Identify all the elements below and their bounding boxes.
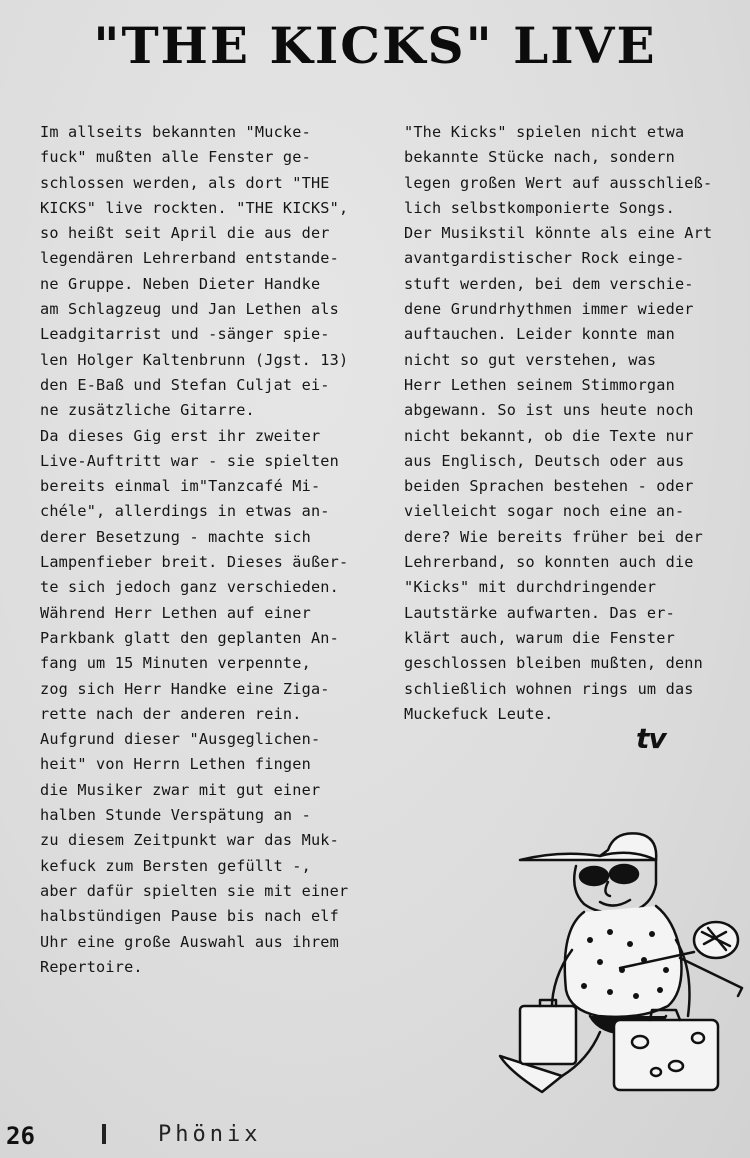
article-line: abgewann. So ist uns heute noch — [404, 401, 694, 420]
article-line: geschlossen bleiben mußten, denn — [404, 654, 703, 673]
page-number: 26 — [6, 1122, 35, 1150]
magazine-name: Phönix — [158, 1122, 262, 1147]
article-line: bekannte Stücke nach, sondern — [404, 148, 675, 167]
article-line: bereits einmal im"Tanzcafé Mi- — [40, 477, 321, 496]
author-signature: tv — [636, 722, 666, 755]
article-line: so heißt seit April die aus der — [40, 224, 330, 243]
article-line: te sich jedoch ganz verschieden. — [40, 578, 339, 597]
article-line: rette nach der anderen rein. — [40, 704, 302, 723]
article-line: zu diesem Zeitpunkt war das Muk- — [40, 831, 339, 850]
article-line: stuft werden, bei dem verschie- — [404, 274, 694, 293]
traveler-cartoon-icon — [480, 820, 750, 1100]
article-line: vielleicht sogar noch eine an- — [404, 502, 685, 521]
article-line: fang um 15 Minuten verpennte, — [40, 654, 311, 673]
article-line: aus Englisch, Deutsch oder aus — [404, 451, 685, 470]
article-line: Muckefuck Leute. — [404, 704, 554, 723]
article-line: heit" von Herrn Lethen fingen — [40, 755, 311, 774]
article-line: KICKS" live rockten. "THE KICKS", — [40, 198, 349, 217]
article-line: lich selbstkomponierte Songs. — [404, 198, 675, 217]
article-line: halben Stunde Verspätung an - — [40, 806, 311, 825]
article-line: dere? Wie bereits früher bei der — [404, 527, 703, 546]
article-line: klärt auch, warum die Fenster — [404, 628, 675, 647]
article-line: aber dafür spielten sie mit einer — [40, 881, 349, 900]
right-column — [404, 120, 749, 727]
article-line: avantgardistischer Rock einge- — [404, 249, 685, 268]
article-line: "Kicks" mit durchdringender — [404, 578, 657, 597]
article-line: derer Besetzung - machte sich — [40, 527, 311, 546]
footer-divider — [102, 1124, 106, 1144]
article-line: nicht bekannt, ob die Texte nur — [404, 426, 694, 445]
article-line: Herr Lethen seinem Stimmorgan — [404, 375, 675, 394]
article-line: auftauchen. Leider konnte man — [404, 325, 675, 344]
article-line: schließlich wohnen rings um das — [404, 679, 694, 698]
article-line: ne zusätzliche Gitarre. — [40, 401, 255, 420]
article-line: Während Herr Lethen auf einer — [40, 603, 311, 622]
article-line: Lampenfieber breit. Dieses äußer- — [40, 553, 349, 572]
article-line: nicht so gut verstehen, was — [404, 350, 657, 369]
article-line: "The Kicks" spielen nicht etwa — [404, 123, 685, 141]
article-line: Parkbank glatt den geplanten An- — [40, 628, 339, 647]
article-line: Live-Auftritt war - sie spielten — [40, 451, 339, 470]
article-line: halbstündigen Pause bis nach elf — [40, 907, 339, 926]
article-line: kefuck zum Bersten gefüllt -, — [40, 856, 311, 875]
article-line: len Holger Kaltenbrunn (Jgst. 13) — [40, 350, 349, 369]
article-line: Da dieses Gig erst ihr zweiter — [40, 426, 321, 445]
article-line: Der Musikstil könnte als eine Art — [404, 224, 713, 243]
article-line: Repertoire. — [40, 957, 143, 976]
article-line: fuck" mußten alle Fenster ge- — [40, 148, 311, 167]
article-line: ne Gruppe. Neben Dieter Handke — [40, 274, 321, 293]
article-line: dene Grundrhythmen immer wieder — [404, 300, 694, 319]
article-line: legendären Lehrerband entstande- — [40, 249, 339, 268]
article-line: legen großen Wert auf ausschließ- — [404, 173, 713, 192]
article-line: Uhr eine große Auswahl aus ihrem — [40, 932, 339, 951]
article-line: zog sich Herr Handke eine Ziga- — [40, 679, 330, 698]
article-line: Im allseits bekannten "Mucke- — [40, 123, 311, 141]
article-line: beiden Sprachen bestehen - oder — [404, 477, 694, 496]
article-line: chéle", allerdings in etwas an- — [40, 502, 330, 521]
article-line: den E-Baß und Stefan Culjat ei- — [40, 375, 330, 394]
article-line: Lehrerband, so konnten auch die — [404, 553, 694, 572]
left-column — [40, 120, 385, 980]
article-line: Aufgrund dieser "Ausgeglichen- — [40, 730, 321, 749]
article-line: am Schlagzeug und Jan Lethen als — [40, 300, 339, 319]
article-line: Lautstärke aufwarten. Das er- — [404, 603, 675, 622]
article-title: "THE KICKS" LIVE — [93, 16, 657, 75]
article-line: die Musiker zwar mit gut einer — [40, 780, 321, 799]
article-line: Leadgitarrist und -sänger spie- — [40, 325, 330, 344]
article-line: schlossen werden, als dort "THE — [40, 173, 330, 192]
